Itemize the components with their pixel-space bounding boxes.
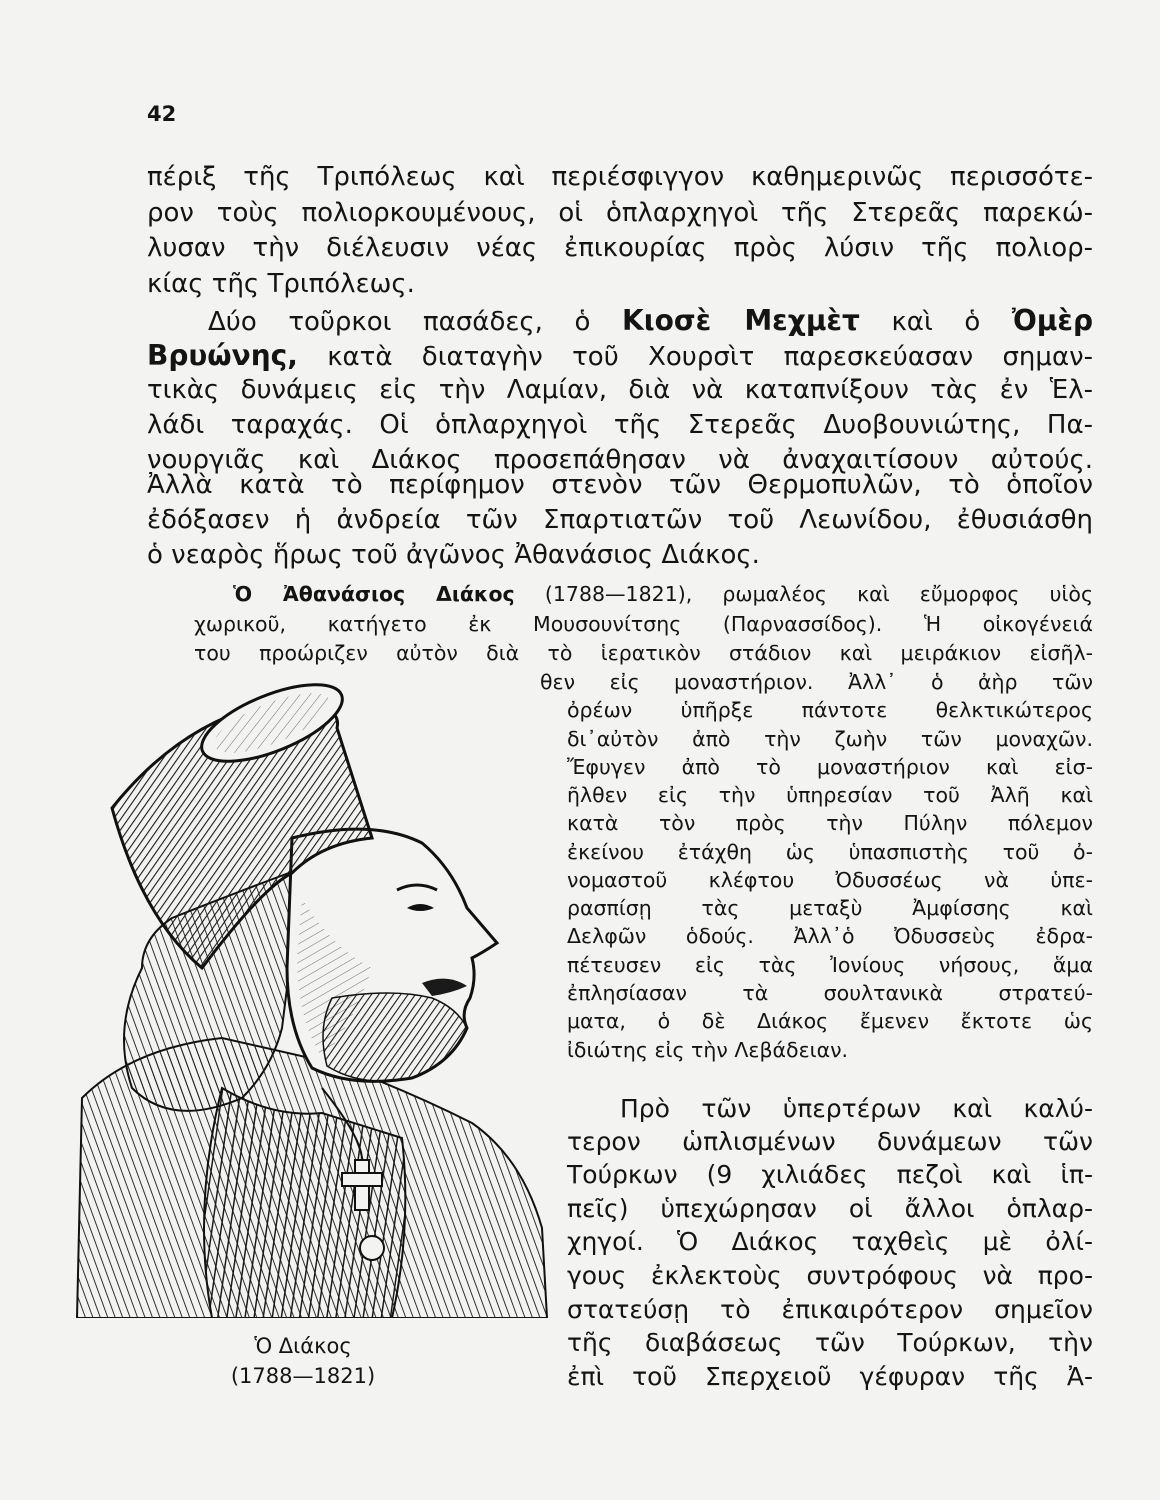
caption-line: κατὰ τὸν πρὸς τὴν Πύλην πόλεμον <box>567 811 1093 835</box>
caption-name: Ὁ Ἀθανάσιος Διάκος <box>233 582 515 606</box>
text-run: κατὰ διαταγὴν τοῦ Χουρσὶτ παρεσκεύασαν σημαν- <box>327 342 1093 372</box>
figure-caption-name: Ὁ Διάκος <box>254 1334 352 1358</box>
text-line: στατεύσῃ τὸ ἐπικαιρότερον σημεῖον <box>567 1295 1093 1324</box>
caption-line: Δελφῶν ὁδούς. Ἀλλ᾽ὁ Ὀδυσσεὺς ἐδρα- <box>567 924 1093 948</box>
portrait-engraving <box>72 668 572 1318</box>
caption-line: του προώριζεν αὐτὸν διὰ τὸ ἱερατικὸν στάδιον καὶ μειράκιον εἰσῆλ- <box>194 641 1093 665</box>
text-line: χηγοί. Ὁ Διάκος ταχθεὶς μὲ ὀλί- <box>567 1227 1093 1256</box>
text-line: Ἀλλὰ κατὰ τὸ περίφημον στενὸν τῶν Θερμοπυλῶν, τὸ ὁποῖον <box>147 470 1093 500</box>
text-line: λάδι ταραχάς. Οἱ ὁπλαρχηγοὶ τῆς Στερεᾶς Δυοβουνιώτης, Πα- <box>147 410 1093 440</box>
caption-line: ματα, ὁ δὲ Διάκος ἔμενεν ἔκτοτε ὡς <box>567 1009 1093 1033</box>
text-line: λυσαν τὴν διέλευσιν νέας ἐπικουρίας πρὸς λύσιν τῆς πολιορ- <box>147 233 1093 263</box>
caption-line: Ἔφυγεν ἀπὸ τὸ μοναστήριον καὶ εἰσ- <box>567 755 1093 779</box>
caption-line <box>233 582 1093 606</box>
text-line: νουργιᾶς καὶ Διάκος προσεπάθησαν νὰ ἀναχαιτίσουν αὐτούς. <box>147 445 1093 475</box>
caption-line: ἐπλησίασαν τὰ σουλτανικὰ στρατεύ- <box>567 981 1093 1005</box>
name-omer: Ὀμὲρ <box>1011 304 1094 337</box>
text-line <box>208 304 1093 337</box>
text-line: τικὰς δυνάμεις εἰς τὴν Λαμίαν, διὰ νὰ καταπνίξουν τὰς ἐν Ἑλ- <box>147 375 1093 405</box>
text-line: ρον τοὺς πολιορκουμένους, οἱ ὁπλαρχηγοὶ τῆς Στερεᾶς παρεκώ- <box>147 198 1093 228</box>
caption-line: ἐκείνου ἐτάχθη ὡς ὑπασπιστὴς τοῦ ὀ- <box>567 840 1093 864</box>
medallion <box>360 1236 384 1260</box>
figure-caption-dates: (1788—1821) <box>230 1364 376 1388</box>
caption-line: ῆλθεν εἰς τὴν ὑπηρεσίαν τοῦ Ἀλῆ καὶ <box>567 783 1093 807</box>
name-vryonis: Βρυώνης, <box>147 339 298 372</box>
text-line: πέριξ τῆς Τριπόλεως καὶ περιέσφιγγον καθημερινῶς περισσότε- <box>147 162 1093 192</box>
text-line: πεῖς) ὑπεχώρησαν οἱ ἄλλοι ὁπλαρ- <box>567 1194 1093 1223</box>
text-line: ἐδόξασεν ἡ ἀνδρεία τῶν Σπαρτιατῶν τοῦ Λεωνίδου, ἐθυσιάσθη <box>147 505 1093 535</box>
caption-line: ὀρέων ὑπῆρξε πάντοτε θελκτικώτερος <box>567 698 1093 722</box>
text-line: Πρὸ τῶν ὑπερτέρων καὶ καλύ- <box>620 1094 1093 1123</box>
text-line: γους ἐκλεκτοὺς συντρόφους νὰ προ- <box>567 1261 1093 1290</box>
caption-line: χωρικοῦ, κατήγετο ἐκ Μουσουνίτσης (Παρνασσίδος). Ἡ οἰκογένειά <box>194 612 1093 636</box>
text-line: τερον ὡπλισμένων δυνάμεων τῶν <box>567 1127 1093 1156</box>
caption-line: ἰδιώτης εἰς τὴν Λεβάδειαν. <box>567 1038 849 1062</box>
text-line: Τούρκων (9 χιλιάδες πεζοὶ καὶ ἱπ- <box>567 1160 1093 1189</box>
text-line: τῆς διαβάσεως τῶν Τούρκων, τὴν <box>567 1328 1093 1357</box>
caption-line: πέτευσεν εἰς τὰς Ἰονίους νήσους, ἅμα <box>567 953 1093 977</box>
text-run: καὶ ὁ <box>891 307 981 337</box>
caption-line: θεν εἰς μοναστήριον. Ἀλλ᾽ ὁ ἀὴρ τῶν <box>540 670 1093 694</box>
beard-shape <box>323 993 467 1081</box>
page-number: 42 <box>147 102 177 126</box>
caption-line: ρασπίσῃ τὰς μεταξὺ Ἀμφίσσης καὶ <box>567 896 1093 920</box>
text-run: Δύο τοῦρκοι πασάδες, ὁ <box>208 307 591 337</box>
text-line: κίας τῆς Τριπόλεως. <box>147 269 415 299</box>
caption-line: δι᾽αὐτὸν ἀπὸ τὴν ζωὴν τῶν μοναχῶν. <box>567 727 1093 751</box>
text-line: ἐπὶ τοῦ Σπερχειοῦ γέφυραν τῆς Ἀ- <box>567 1362 1093 1391</box>
text-line: ὁ νεαρὸς ἥρως τοῦ ἀγῶνος Ἀθανάσιος Διάκος. <box>147 540 760 570</box>
name-kiose-mehmet: Κιοσὲ Μεχμὲτ <box>622 304 860 337</box>
caption-line: νομαστοῦ κλέφτου Ὀδυσσέως νὰ ὑπε- <box>567 868 1093 892</box>
caption-run: (1788—1821), ρωμαλέος καὶ εὔμορφος υἱὸς <box>544 582 1093 606</box>
text-line <box>147 339 1093 372</box>
